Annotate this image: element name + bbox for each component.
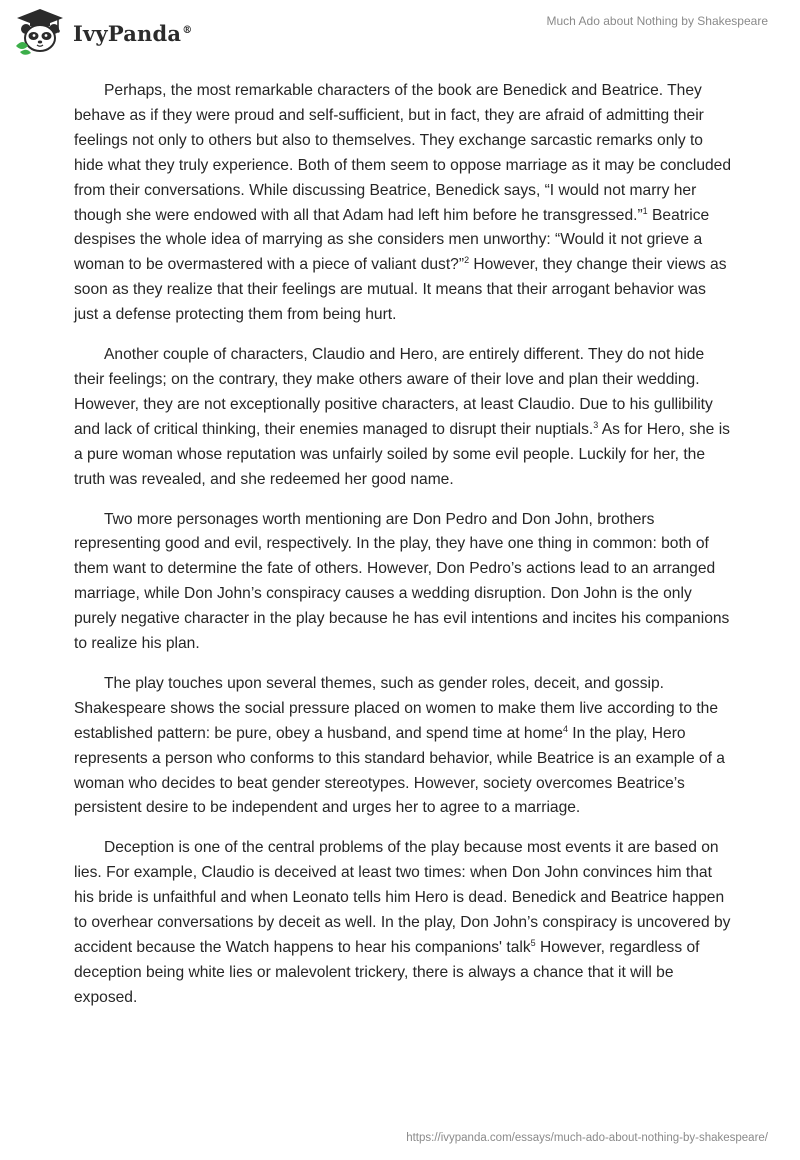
ivypanda-logo[interactable] xyxy=(13,8,192,56)
footnote-ref[interactable]: 1 xyxy=(642,205,648,216)
registered-mark: ® xyxy=(182,24,193,36)
footnote-ref[interactable]: 3 xyxy=(593,419,599,430)
text-segment: However, they change their views as soon as they realize that their feelings are mutual. It means that their arrogant behavior was just a defense protecting them from being hurt. xyxy=(74,256,727,324)
footnote-ref[interactable]: 4 xyxy=(562,723,568,734)
paragraph-2 xyxy=(74,343,734,492)
source-url[interactable]: https://ivypanda.com/essays/much-ado-about-nothing-by-shakespeare/ xyxy=(406,1132,768,1144)
paragraph-3 xyxy=(74,508,734,657)
text-segment: Deception is one of the central problems of the play because most events it are based on lies. For example, Claudio is deceived at least two times: when Don John convinces him that his bride is unfaithful and when Leonato tells him Hero is dead. Benedick and Beatrice happen to overhear conversations by deceit as well. In the play, Don John’s conspiracy is uncovered by accident because the Watch happens to hear his companions' talk xyxy=(74,839,731,956)
footnote-ref[interactable]: 2 xyxy=(464,255,470,266)
paragraph-1 xyxy=(74,79,734,328)
paragraph-4 xyxy=(74,672,734,821)
text-segment: Two more personages worth mentioning are Don Pedro and Don John, brothers representing good and evil, respectively. In the play, they have one thing in common: both of them want to determine the fate of others. However, Don Pedro’s actions lead to an arranged marriage, while Don John’s conspiracy causes a wedding disruption. Don John is the only purely negative character in the play because he has evil intentions and incites his companions to realize his plan. xyxy=(74,510,730,653)
document-title: Much Ado about Nothing by Shakespeare xyxy=(546,14,768,28)
text-segment: The play touches upon several themes, such as gender roles, deceit, and gossip. Shakespeare shows the social pressure placed on women to make them live according to the established pattern: be pure, obey a husband, and spend time at home xyxy=(74,674,719,742)
page-header xyxy=(0,0,800,60)
logo-wordmark xyxy=(73,21,192,46)
essay-body xyxy=(74,79,734,1026)
text-segment: However, regardless of deception being white lies or malevolent trickery, there is always a chance that it will be exposed. xyxy=(74,939,700,1006)
text-segment: In the play, Hero represents a person who conforms to this standard behavior, while Beatrice is an example of a woman who decides to beat gender stereotypes. However, society overcomes Beatrice’s persistent desire to be independent and urges her to agree to a marriage. xyxy=(74,724,725,817)
text-segment: Beatrice despises the whole idea of marrying as she considers men unworthy: “Would it not grieve a woman to be overmastered with a piece of valiant dust?” xyxy=(74,206,710,274)
footnote-ref[interactable]: 5 xyxy=(530,937,536,948)
text-segment: As for Hero, she is a pure woman whose reputation was unfairly soiled by some evil people. Luckily for her, the truth was revealed, and she redeemed her good name. xyxy=(74,420,730,488)
paragraph-5 xyxy=(74,836,734,1010)
panda-graduate-icon xyxy=(13,8,67,56)
logo-text: IvyPanda xyxy=(73,20,182,46)
text-segment: Perhaps, the most remarkable characters of the book are Benedick and Beatrice. They behave as if they were proud and self-sufficient, but in fact, they are afraid of admitting their feelings not only to others but also to themselves. They exchange sarcastic remarks only to hide what they truly experience. Both of them seem to oppose marriage as it may be concluded from their conversations. While discussing Beatrice, Benedick says, “I would not marry her though she were endowed with all that Adam had left him before he transgressed.” xyxy=(74,82,732,224)
text-segment: Another couple of characters, Claudio and Hero, are entirely different. They do not hide their feelings; on the contrary, they make others aware of their love and plan their wedding. However, they are not exceptionally positive characters, at least Claudio. Due to his gullibility and lack of critical thinking, their enemies managed to disrupt their nuptials. xyxy=(74,346,713,438)
